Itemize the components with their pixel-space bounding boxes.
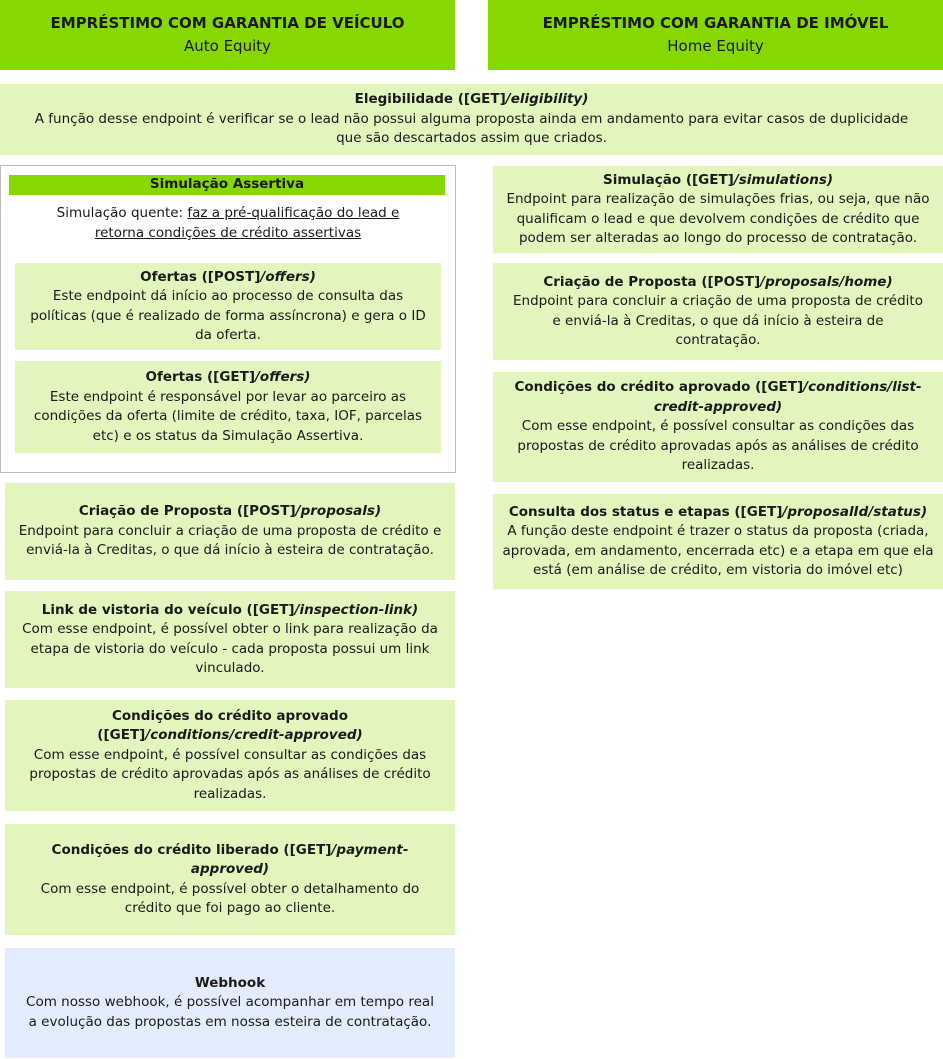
simulation-group-text: Simulação quente: faz a pré-qualificação do lead e retorna condições de crédito assertivas (56, 205, 400, 241)
simulation-group-title: Simulação Assertiva (9, 175, 445, 195)
endpoint-title: Criação de Proposta ([POST]/proposals) (78, 503, 382, 520)
endpoint-title: Ofertas ([GET]/offers) (145, 369, 311, 385)
endpoint-description: Com esse endpoint, é possível obter o detalhamento do crédito que foi pago ao cliente. (40, 880, 420, 916)
home-equity-header (488, 0, 943, 70)
endpoint-description: A função desse endpoint é verificar se o lead não possui alguma proposta ainda em andamento para evitar casos de duplicidade que são descartados assim que criados. (34, 110, 909, 147)
endpoint-title: Consulta dos status e etapas ([GET]/proposalId/status) (508, 503, 928, 520)
endpoint-description: Com esse endpoint, é possível obter o link para realização da etapa de vistoria do veículo - cada proposta possui um link vinculado. (22, 621, 438, 676)
inspection-link-endpoint (5, 591, 455, 688)
endpoint-description: A função deste endpoint é trazer o status da proposta (criada, aprovada, em andamento, encerrada etc) e a etapa em que ela está (em análise de crédito, em vistoria do imóvel etc) (502, 523, 934, 578)
auto-credit-approved-endpoint (5, 700, 455, 811)
home-equity-title: EMPRÉSTIMO COM GARANTIA DE IMÓVEL (542, 14, 889, 32)
endpoint-title: Ofertas ([POST]/offers) (140, 268, 316, 285)
proposal-status-endpoint (493, 494, 943, 589)
endpoint-description: Endpoint para concluir a criação de uma proposta de crédito e enviá-la à Creditas, o que dá início à esteira de contratação. (513, 293, 923, 348)
endpoint-title: Condições do crédito aprovado ([GET]/conditions/list-credit-approved) (514, 379, 922, 415)
home-create-proposal-endpoint (493, 263, 943, 360)
endpoint-description: Endpoint para realização de simulações frias, ou seja, que não qualificam o lead e que devolvem condições de crédito que podem ser alteradas ao longo do processo de contratação. (506, 191, 930, 246)
webhook-description: Com nosso webhook, é possível acompanhar em tempo real a evolução das propostas em nossa esteira de contratação. (26, 994, 434, 1030)
endpoint-title: Condições do crédito liberado ([GET]/payment-approved) (51, 841, 409, 877)
simulations-endpoint (493, 166, 943, 253)
endpoint-title: Criação de Proposta ([POST]/proposals/home) (543, 273, 893, 290)
endpoint-title: Simulação ([GET]/simulations) (602, 171, 834, 188)
endpoint-description: Com esse endpoint, é possível consultar as condições das propostas de crédito aprovadas após as análises de crédito realizadas. (29, 746, 431, 802)
endpoint-title: Elegibilidade ([GET]/eligibility) (354, 91, 589, 108)
auto-equity-header (0, 0, 455, 70)
payment-approved-endpoint (5, 824, 455, 935)
endpoint-title: Link de vistoria do veículo ([GET]/inspection-link) (41, 601, 419, 618)
endpoint-description: Este endpoint é responsável por levar ao parceiro as condições da oferta (limite de crédito, taxa, IOF, parcelas etc) e os status da Simulação Assertiva. (33, 388, 423, 444)
webhook-box (5, 948, 455, 1058)
auto-equity-title: EMPRÉSTIMO COM GARANTIA DE VEÍCULO (50, 14, 405, 32)
endpoint-description: Com esse endpoint, é possível consultar as condições das propostas de crédito aprovadas após as análises de crédito realizadas. (517, 418, 919, 474)
endpoint-title: Condições do crédito aprovado ([GET]/conditions/credit-approved) (97, 707, 363, 744)
endpoint-description: Este endpoint dá início ao processo de consulta das políticas (que é realizado de forma assíncrona) e gera o ID da oferta. (30, 288, 426, 343)
auto-create-proposal-endpoint (5, 483, 455, 580)
webhook-title: Webhook (194, 974, 266, 991)
eligibility-endpoint (0, 84, 943, 155)
home-credit-approved-endpoint (493, 372, 943, 482)
endpoint-description: Endpoint para concluir a criação de uma proposta de crédito e enviá-la à Creditas, o que dá início à esteira de contratação. (18, 522, 442, 559)
offers-get-endpoint (15, 361, 441, 453)
home-equity-subtitle: Home Equity (667, 37, 764, 55)
auto-equity-subtitle: Auto Equity (183, 37, 272, 55)
offers-post-endpoint (15, 263, 441, 350)
